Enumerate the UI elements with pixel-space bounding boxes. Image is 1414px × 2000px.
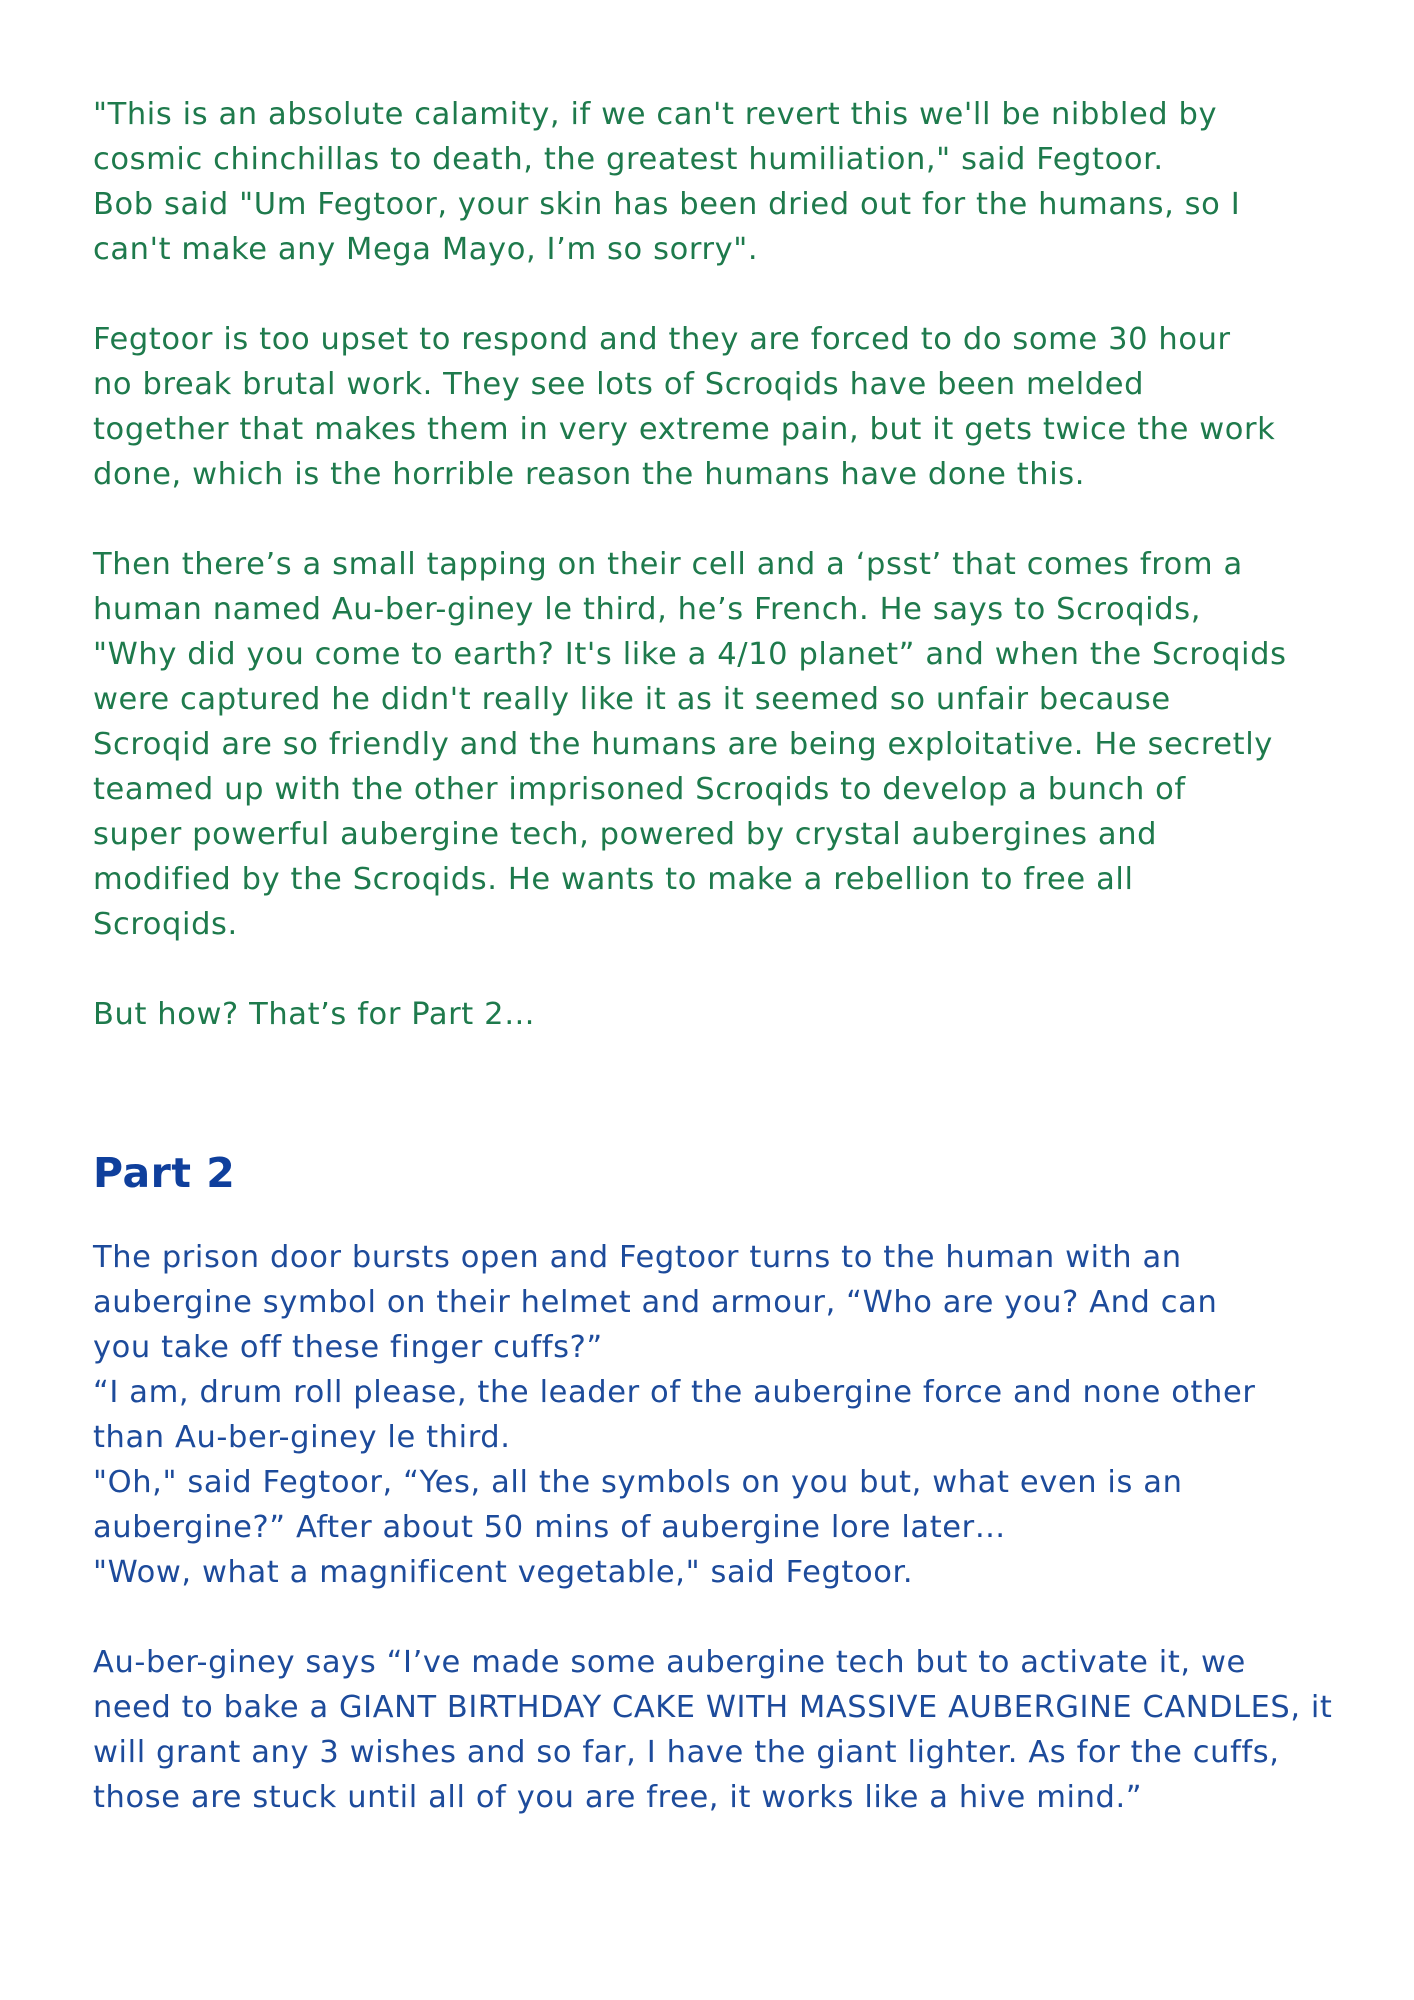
section-spacer: [93, 1037, 1333, 1143]
part1-section: [93, 92, 1333, 1037]
text-line: Fegtoor is too upset to respond and they are forced to do some 30 hour: [93, 322, 1231, 357]
text-line: aubergine?” After about 50 mins of aubergine lore later…: [93, 1510, 1006, 1545]
story-page: [93, 92, 1333, 1820]
text-line: Scroqids.: [93, 907, 238, 942]
text-line: Au-ber-giney says “I’ve made some aubergine tech but to activate it, we: [93, 1645, 1246, 1680]
part2-heading: Part 2: [93, 1149, 236, 1197]
paragraph-gap: [93, 272, 1333, 317]
paragraph-gap: [93, 947, 1333, 992]
paragraph-calamity: [93, 92, 1333, 272]
text-line: together that makes them in very extreme pain, but it gets twice the work: [93, 412, 1276, 447]
text-line: were captured he didn't really like it as it seemed so unfair because: [93, 682, 1171, 717]
heading-spacer: [93, 1203, 1333, 1235]
text-line: Scroqid are so friendly and the humans are being exploitative. He secretly: [93, 727, 1273, 762]
paragraph-gap: [93, 1595, 1333, 1640]
text-line: human named Au-ber-giney le third, he’s French. He says to Scroqids,: [93, 592, 1202, 627]
paragraph-birthday-cake: [93, 1640, 1333, 1820]
text-line: you take off these finger cuffs?”: [93, 1330, 603, 1365]
text-line: teamed up with the other imprisoned Scroqids to develop a bunch of: [93, 772, 1186, 807]
text-line: The prison door bursts open and Fegtoor turns to the human with an: [93, 1240, 1182, 1275]
text-line: “I am, drum roll please, the leader of the aubergine force and none other: [93, 1375, 1256, 1410]
text-line: those are stuck until all of you are free, it works like a hive mind.”: [93, 1780, 1143, 1815]
text-line: done, which is the horrible reason the humans have done this.: [93, 457, 1086, 492]
text-line: But how? That’s for Part 2…: [93, 997, 536, 1032]
paragraph-au-ber-giney: [93, 542, 1333, 947]
part2-section: [93, 1235, 1333, 1820]
text-line: need to bake a GIANT BIRTHDAY CAKE WITH MASSIVE AUBERGINE CANDLES, it: [93, 1690, 1333, 1725]
text-line: Then there’s a small tapping on their cell and a ‘psst’ that comes from a: [93, 547, 1243, 582]
text-line: "This is an absolute calamity, if we can't revert this we'll be nibbled by: [93, 97, 1218, 132]
text-line: aubergine symbol on their helmet and armour, “Who are you? And can: [93, 1285, 1218, 1320]
text-line: "Oh," said Fegtoor, “Yes, all the symbols on you but, what even is an: [93, 1465, 1183, 1500]
paragraph-prison-door: [93, 1235, 1333, 1595]
text-line: "Why did you come to earth? It's like a 4/10 planet” and when the Scroqids: [93, 637, 1287, 672]
text-line: can't make any Mega Mayo, I’m so sorry".: [93, 232, 759, 267]
text-line: no break brutal work. They see lots of Scroqids have been melded: [93, 367, 1145, 402]
text-line: modified by the Scroqids. He wants to make a rebellion to free all: [93, 862, 1134, 897]
text-line: Bob said "Um Fegtoor, your skin has been dried out for the humans, so I: [93, 187, 1241, 222]
paragraph-brutal-work: [93, 317, 1333, 497]
text-line: "Wow, what a magnificent vegetable," said Fegtoor.: [93, 1555, 914, 1590]
text-line: super powerful aubergine tech, powered by crystal aubergines and: [93, 817, 1158, 852]
text-line: than Au-ber-giney le third.: [93, 1420, 511, 1455]
paragraph-gap: [93, 497, 1333, 542]
paragraph-cliffhanger: [93, 992, 1333, 1037]
text-line: cosmic chinchillas to death, the greatest humiliation," said Fegtoor.: [93, 142, 1164, 177]
text-line: will grant any 3 wishes and so far, I have the giant lighter. As for the cuffs,: [93, 1735, 1280, 1770]
